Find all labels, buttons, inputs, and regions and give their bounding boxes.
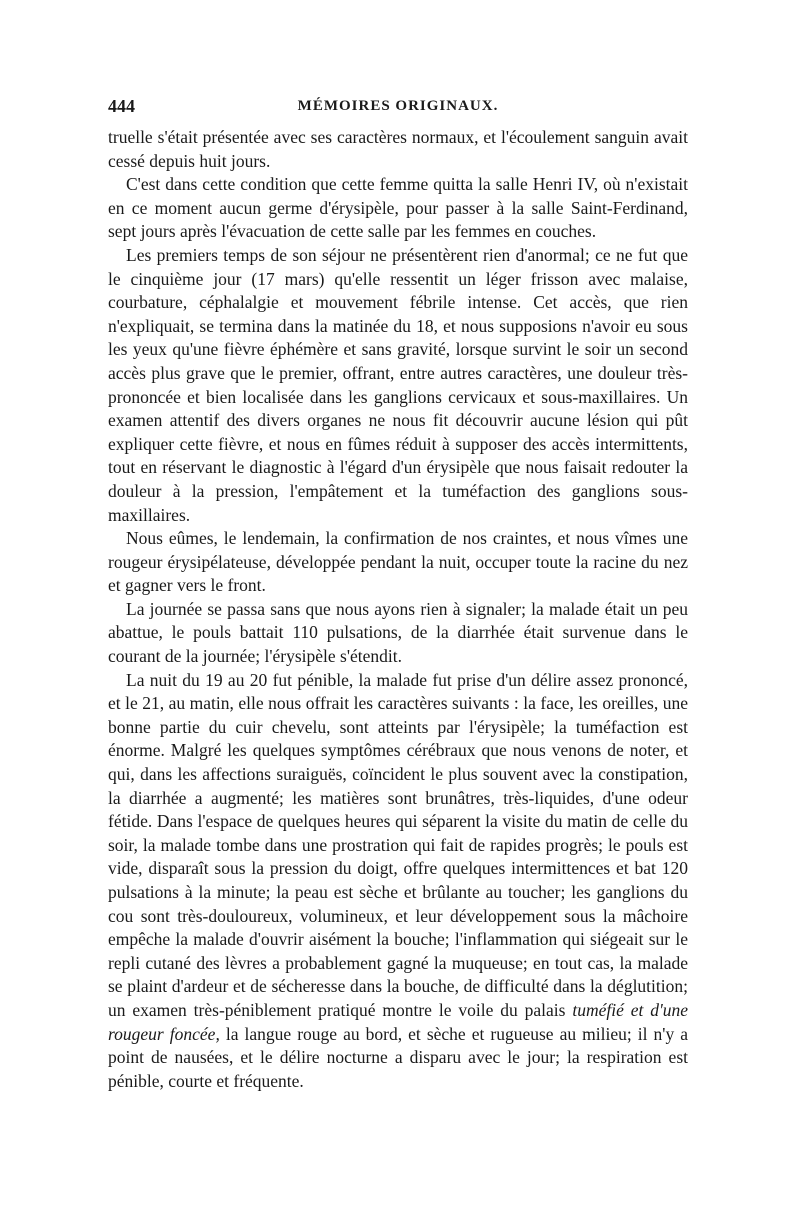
paragraph: Nous eûmes, le lendemain, la confirmation de nos craintes, et nous vîmes une rougeur érysipélateuse, développée pendant la nuit, occuper toute la racine du nez et gagner vers le front.: [108, 528, 688, 596]
paragraph: [108, 669, 688, 1094]
paragraph: La journée se passa sans que nous ayons rien à signaler; la malade était un peu abattue, le pouls battait 110 pulsations, de la diarrhée était survenue dans le courant de la journée; l'érysipèle s'étendit.: [108, 598, 688, 667]
paragraph: Les premiers temps de son séjour ne présentèrent rien d'anormal; ce ne fut que le cinquième jour (17 mars) qu'elle ressentit un léger frisson avec malaise, courbature, céphalalgie et mouvement fébrile intense. Cet accès, que rien n'expliquait, se termina dans la matinée du 18, et nous supposions n'avoir eu sous les yeux qu'une fièvre éphémère et sans gravité, lorsque survint le soir un second accès plus grave que le premier, offrant, entre autres caractères, une douleur très-prononcée et bien localisée dans les ganglions cervicaux et sous-maxillaires. Un examen attentif des divers organes ne nous fit découvrir aucune lésion qui pût expliquer cette fièvre, et nous en fûmes réduit à supposer des accès intermittents, tout en réservant le diagnostic à l'égard d'un érysipèle que nous faisait redouter la douleur à la pression, l'empâtement et la tuméfaction des ganglions sous-maxillaires.: [108, 244, 688, 525]
paragraph-text: la langue rouge au bord, et sèche et rugueuse au milieu; il n'y a point de nausées, et le délire nocturne a disparu avec le jour; la respiration est pénible, courte et fréquente.: [108, 1023, 689, 1091]
page-header: [108, 96, 688, 126]
book-page: [108, 96, 688, 1093]
paragraph-text: La nuit du 19 au 20 fut pénible, la malade fut prise d'un délire assez prononcé, et le 21, au matin, elle nous offrait les caractères suivants : la face, les oreilles, une bonne partie du cuir chevelu, sont atteints par l'érysipèle; la tuméfaction est énorme. Malgré les quelques symptômes cérébraux que nous venons de noter, et qui, dans les affections suraiguës, coïncident le plus souvent avec la constipation, la diarrhée a augmenté; les matières sont brunâtres, très-liquides, d'une odeur fétide. Dans l'espace de quelques heures qui séparent la visite du matin de celle du soir, la malade tombe dans une prostration qui fait de rapides progrès; le pouls est vide, disparaît sous la pression du doigt, offre quelques intermittences et bat 120 pulsations à la minute; la peau est sèche et brûlante au toucher; les ganglions du cou sont très-douloureux, volumineux, et leur développement sous la mâchoire empêche la malade d'ouvrir aisément la bouche; l'inflammation qui siégeait sur le repli cutané des lèvres a probablement gagné la muqueuse; en tout cas, la malade se plaint d'ardeur et de sécheresse dans la bouche, de difficulté dans la déglutition; un examen très-péniblement pratiqué montre le voile du palais: [108, 669, 688, 1020]
paragraph: truelle s'était présentée avec ses caractères normaux, et l'écoulement sanguin avait cessé depuis huit jours.: [108, 127, 688, 171]
page-number: 444: [108, 96, 135, 116]
paragraph: C'est dans cette condition que cette femme quitta la salle Henri IV, où n'existait en ce moment aucun germe d'érysipèle, pour passer à la salle Saint-Ferdinand, sept jours après l'évacuation de cette salle par les femmes en couches.: [108, 174, 688, 242]
body-text: [108, 126, 688, 1093]
running-title: MÉMOIRES ORIGINAUX.: [297, 98, 499, 114]
italic-phrase: tuméfié et d'une rougeur foncée,: [108, 999, 688, 1044]
